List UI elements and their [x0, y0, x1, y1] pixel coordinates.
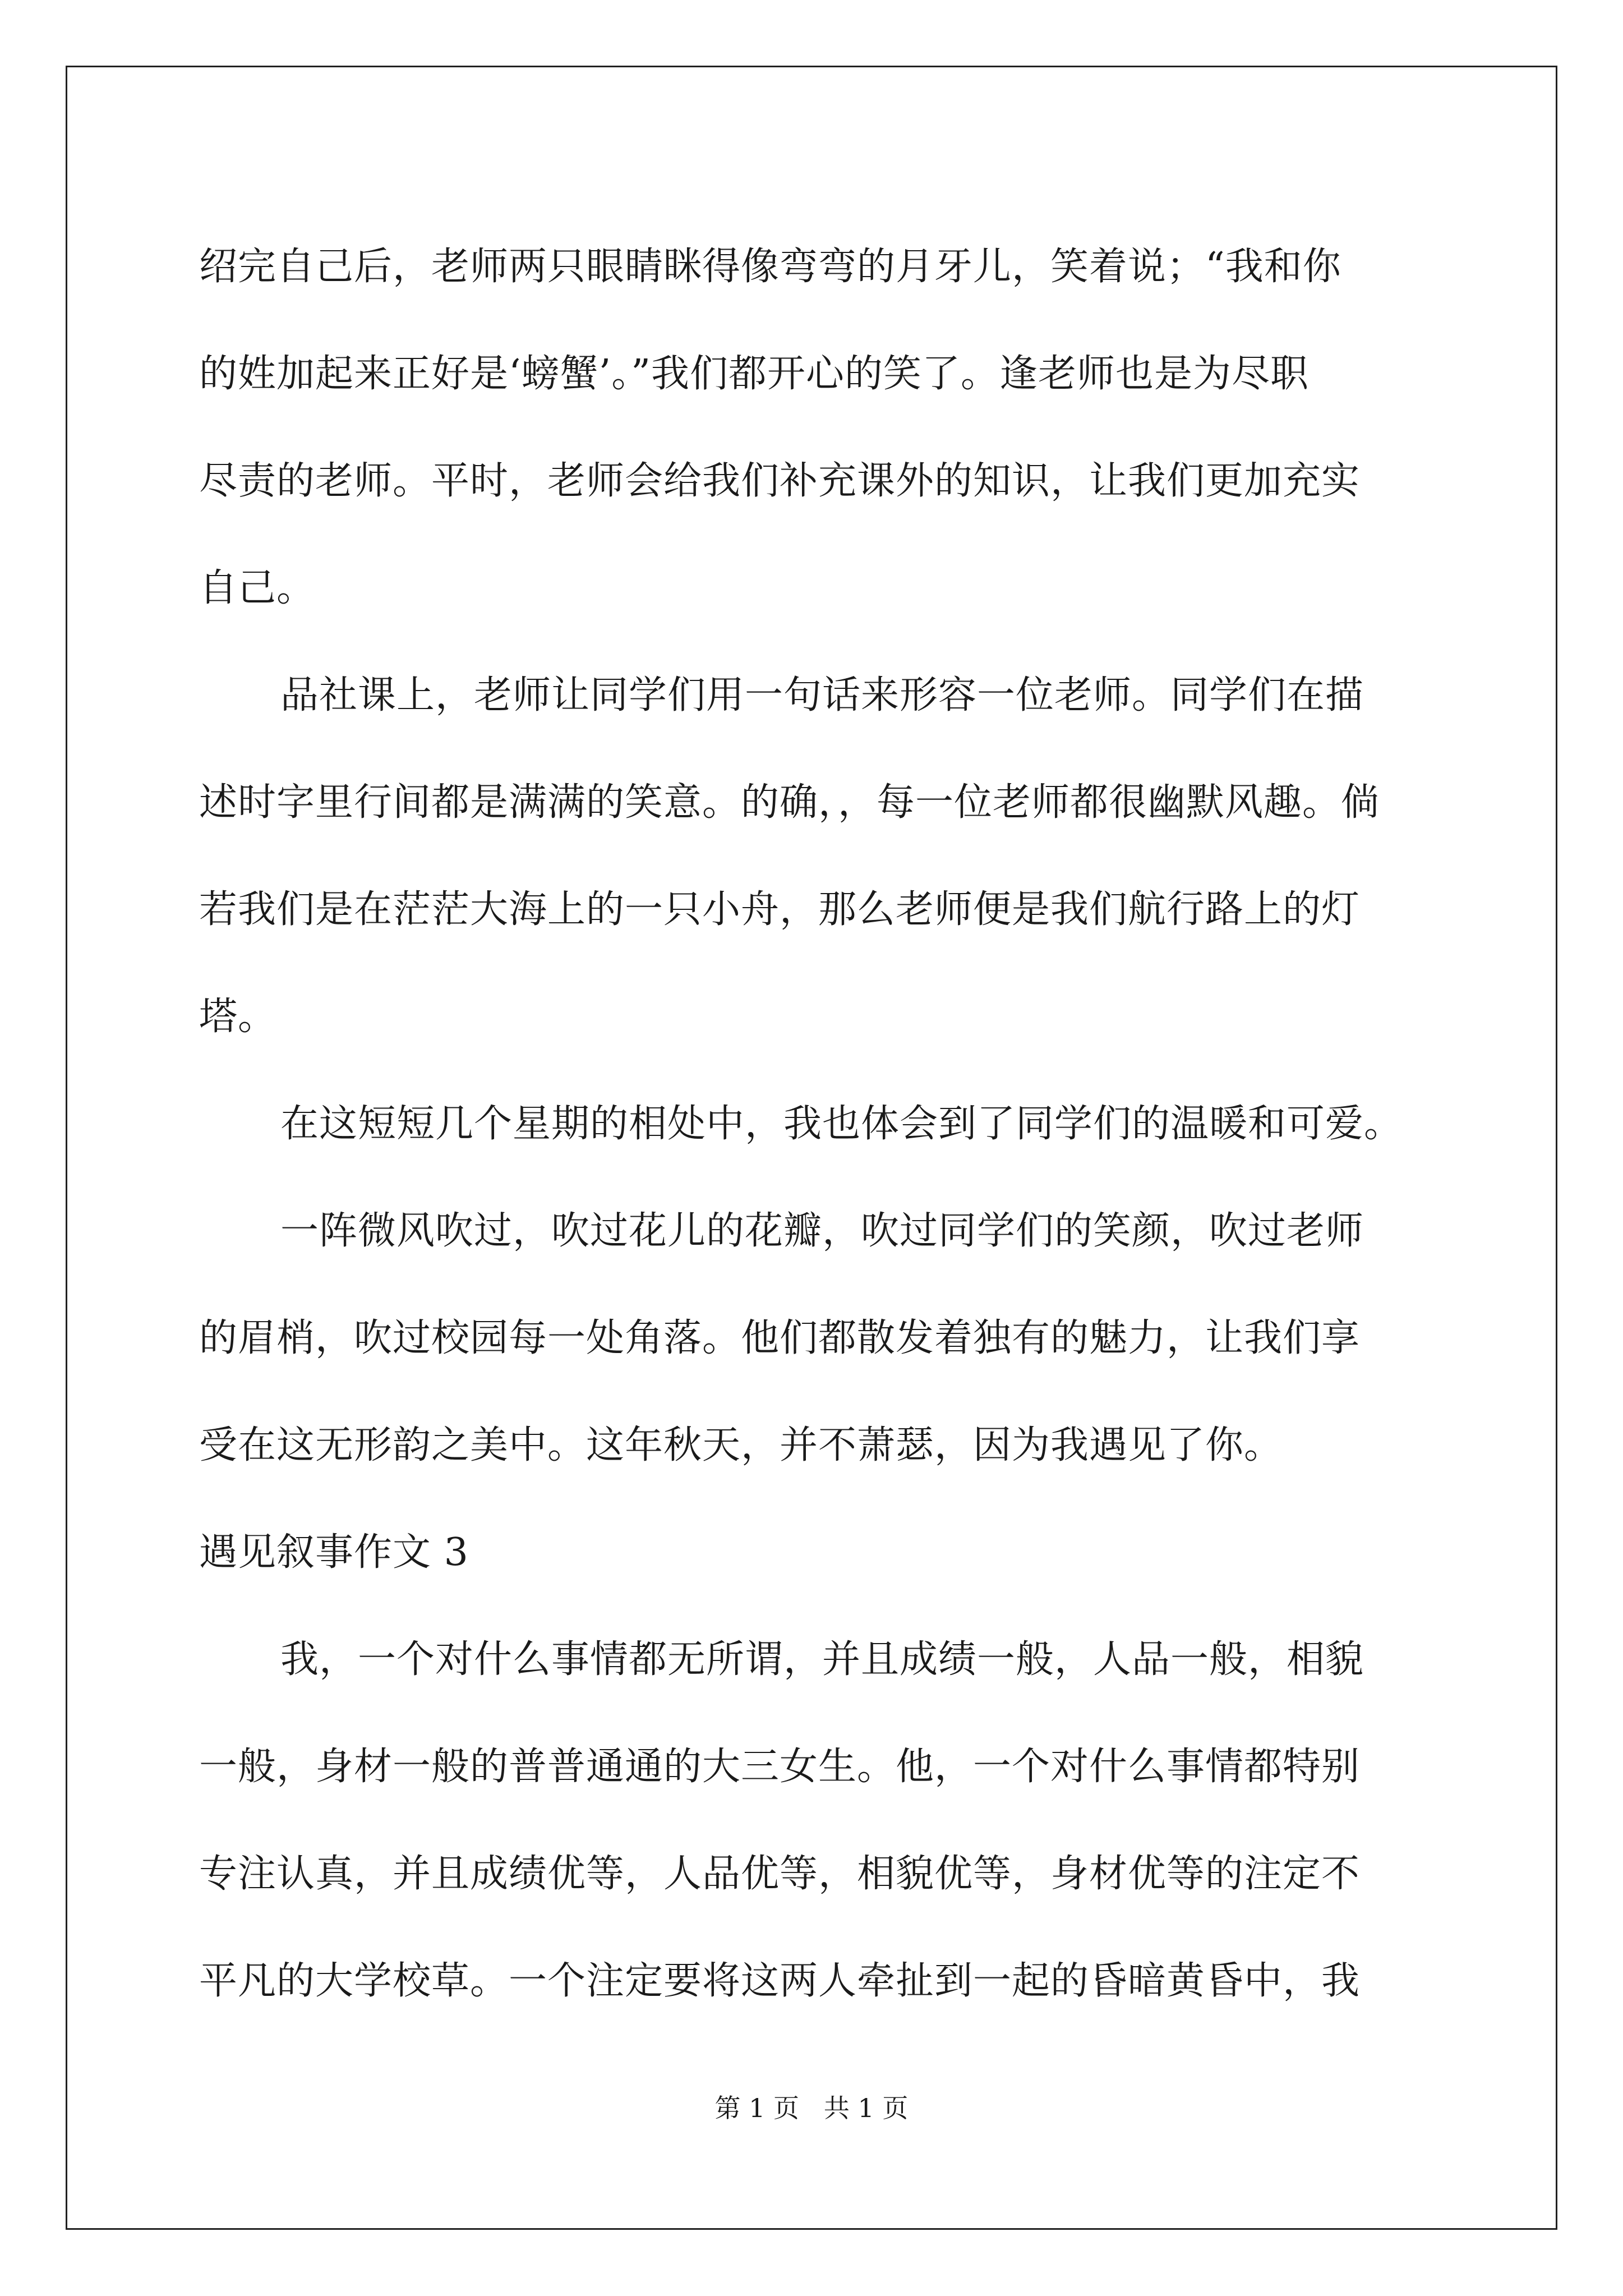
paragraph-first-line: 品社课上，老师让同学们用一句话来形容一位老师。同学们在描 — [280, 673, 1364, 717]
paragraph-first-line: 我，一个对什么事情都无所谓，并且成绩一般，人品一般，相貌 — [280, 1637, 1364, 1682]
body-line: 述时字里行间都是满满的笑意。的确，，每一位老师都很幽默风趣。倘 — [199, 780, 1380, 825]
document-body — [199, 213, 1433, 2035]
body-line: 自己。 — [199, 566, 316, 610]
body-line: 尽责的老师。平时，老师会给我们补充课外的知识，让我们更加充实 — [199, 459, 1361, 503]
body-line: 一般，身材一般的普普通通的大三女生。他，一个对什么事情都特别 — [199, 1745, 1361, 1789]
body-line: 专注认真，并且成绩优等，人品优等，相貌优等，身材优等的注定不 — [199, 1852, 1361, 1896]
page-footer: 第 1 页 共 1 页 — [714, 2093, 909, 2123]
body-line: 平凡的大学校草。一个注定要将这两人牵扯到一起的昏暗黄昏中，我 — [199, 1959, 1361, 2003]
section-heading: 遇见叙事作文 3 — [199, 1530, 469, 1575]
body-line: 塔。 — [199, 995, 277, 1039]
body-line: 的姓加起来正好是‘螃蟹’。”我们都开心的笑了。逢老师也是为尽职 — [199, 352, 1309, 396]
paragraph-first-line: 在这短短几个星期的相处中，我也体会到了同学们的温暖和可爱。 — [280, 1102, 1403, 1146]
body-line: 若我们是在茫茫大海上的一只小舟，那么老师便是我们航行路上的灯 — [199, 887, 1361, 932]
body-line: 的眉梢，吹过校园每一处角落。他们都散发着独有的魅力，让我们享 — [199, 1316, 1361, 1360]
body-line: 绍完自己后，老师两只眼睛眯得像弯弯的月牙儿，笑着说；“我和你 — [199, 245, 1341, 289]
body-line: 受在这无形韵之美中。这年秋天，并不萧瑟，因为我遇见了你。 — [199, 1423, 1283, 1467]
paragraph-first-line: 一阵微风吹过，吹过花儿的花瓣，吹过同学们的笑颜，吹过老师 — [280, 1209, 1364, 1253]
